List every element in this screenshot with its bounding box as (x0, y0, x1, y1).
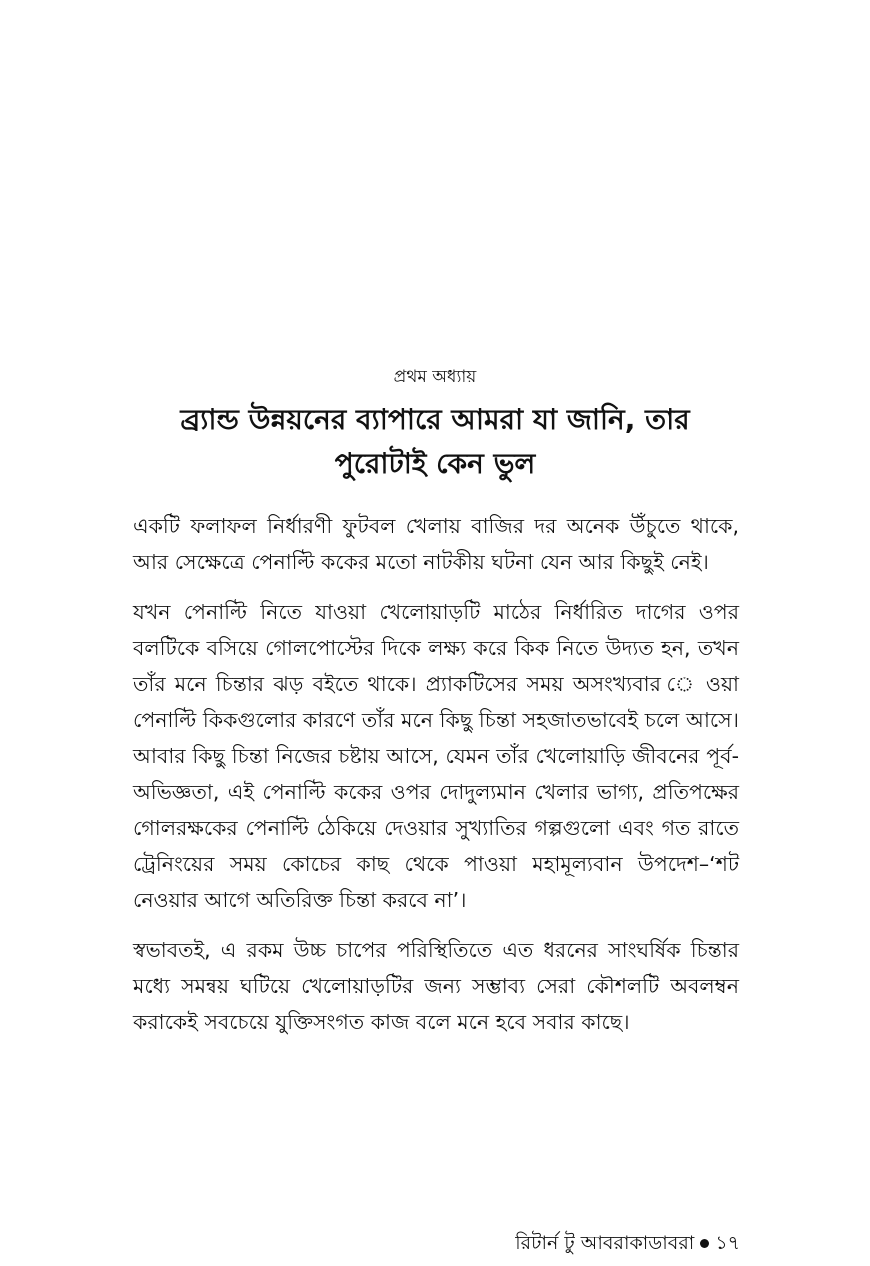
chapter-title (60, 398, 810, 486)
chapter-label: প্রথম অধ্যায় (393, 367, 477, 387)
chapter-title-line-2: পুরোটাই কেন ভুল (334, 447, 536, 480)
body-text (133, 508, 739, 1054)
chapter-title-line-1: ব্র্যান্ড উন্নয়নের ব্যাপারে আমরা যা জানি, তার (180, 403, 690, 436)
bullet-separator (700, 1239, 709, 1248)
paragraph-3: স্বভাবতই, এ রকম উচ্চ চাপের পরিস্থিতিতে এত ধরনের সাংঘর্ষিক চিন্তার মধ্যে সমন্বয় ঘটিয়ে খেলোয়াড়টির জন্য সম্ভাব্য সেরা কৌশলটি অবলম্বন করাকেই সবচেয়ে যুক্তিসংগত কাজ বলে মনে হবে সবার কাছে। (133, 938, 739, 1034)
paragraph-1: একটি ফলাফল নির্ধারণী ফুটবল খেলায় বাজির দর অনেক উঁচুতে থাকে, আর সেক্ষেত্রে পেনাল্টি ককের মতো নাটকীয় ঘটনা যেন আর কিছুই নেই। (133, 514, 739, 574)
running-book-title: রিটার্ন টু আবরাকাডাবরা (515, 1232, 695, 1254)
paragraph-2: যখন পেনাল্টি নিতে যাওয়া খেলোয়াড়টি মাঠের নির্ধারিত দাগের ওপর বলটিকে বসিয়ে গোলপোস্টের দিকে লক্ষ্য করে কিক নিতে উদ্যত হন, তখন তাঁর মনে চিন্তার ঝড় বইতে থাকে। প্র্যাকটিসের সময় অসংখ্যবার ে ওয়া পেনাল্টি কিকগুলোর কারণে তাঁর মনে কিছু চিন্তা সহজাতভাবেই চলে আসে। আবার কিছু চিন্তা নিজের চষ্টায় আসে, যেমন তাঁর খেলোয়াড়ি জীবনের পূর্ব-অভিজ্ঞতা, এই পেনাল্টি ককের ওপর দোদুল্যমান খেলার ভাগ্য, প্রতিপক্ষের গোলরক্ষকের পেনাল্টি ঠেকিয়ে দেওয়ার সুখ্যাতির গল্পগুলো এবং গত রাতে ট্রেনিংয়ের সময় কোচের কাছ থেকে পাওয়া মহামূল্যবান উপদেশ–‘শট নেওয়ার আগে অতিরিক্ত চিন্তা করবে না’। (133, 600, 739, 912)
page-footer (515, 1230, 740, 1256)
page-number: ১৭ (715, 1232, 740, 1254)
